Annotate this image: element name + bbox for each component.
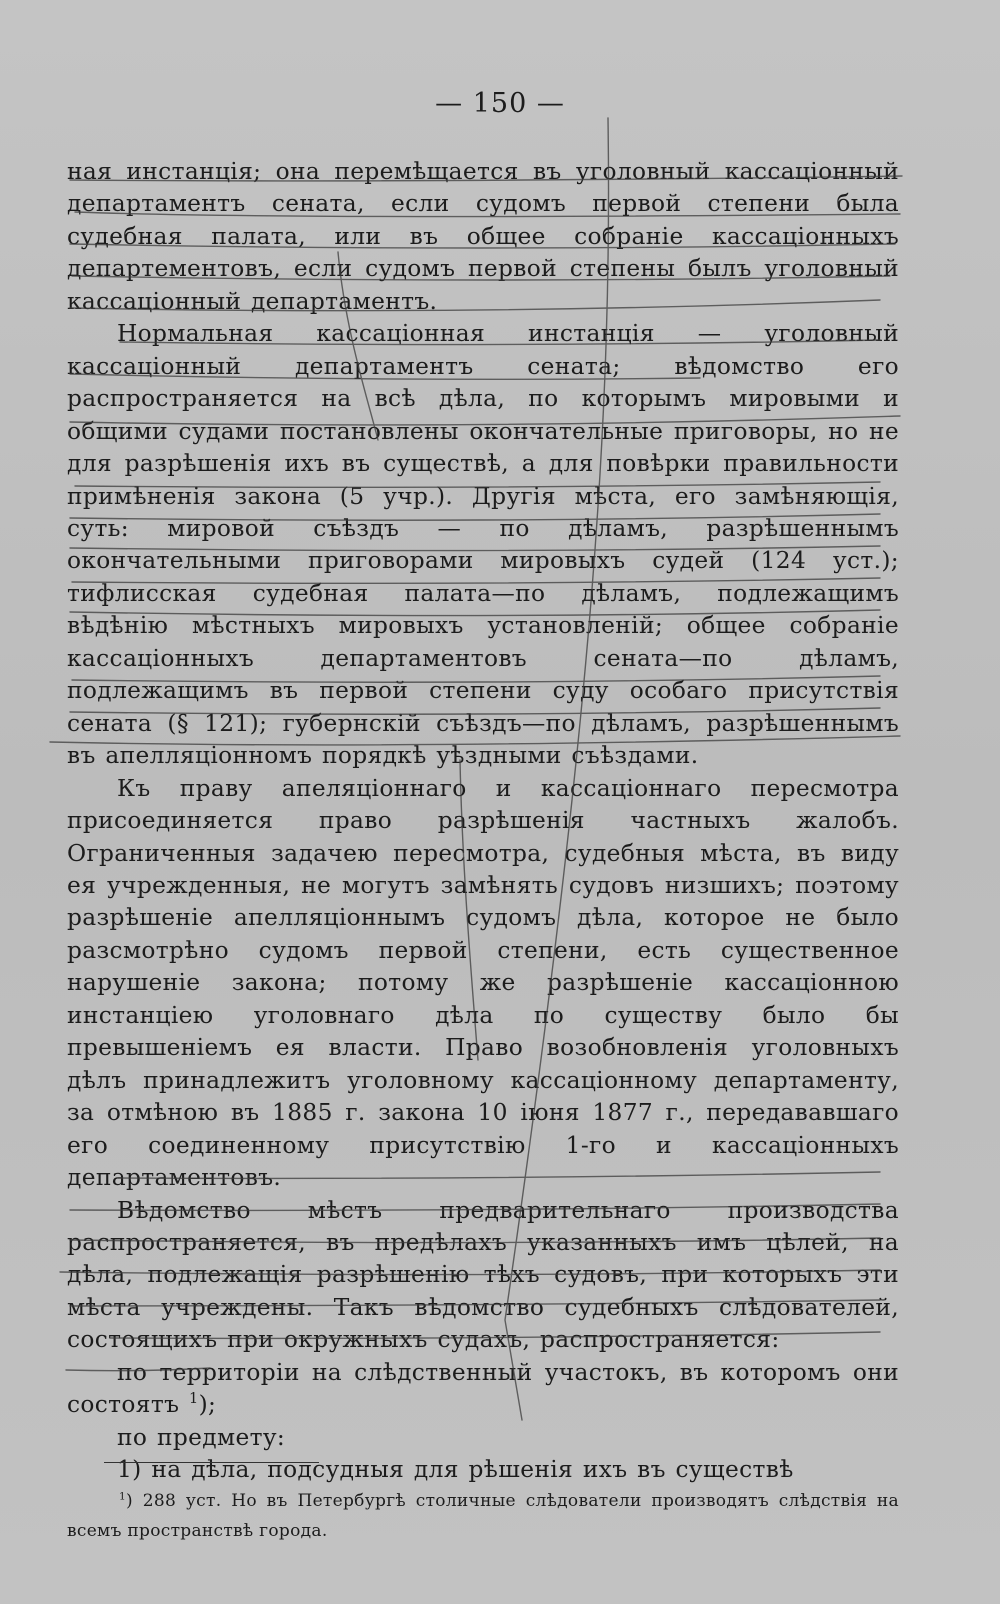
territory-clause xyxy=(67,1357,899,1422)
footnote-marker: 1 xyxy=(119,1490,127,1503)
body-text xyxy=(67,156,899,1487)
territory-clause-end: ); xyxy=(198,1391,217,1419)
page-number: — 150 — xyxy=(435,88,565,119)
subject-clause: по предмету: xyxy=(117,1423,286,1451)
paragraph-preliminary-proceedings: Вѣдомство мѣстъ предварительнаго производства распространяется, въ предѣлахъ указанныхъ имъ цѣлей, на дѣла, подлежащія разрѣшенію тѣхъ судовъ, при которыхъ эти мѣста учреждены. Такъ вѣдомство судебныхъ слѣдователей, состоящихъ при окружныхъ судахъ, распространяется: xyxy=(67,1196,899,1354)
paragraph-appeal-review: Къ праву апеляціоннаго и кассаціоннаго пересмотра присоединяется право разрѣшенія частныхъ жалобъ. Ограниченныя задачею пересмотра, судебныя мѣста, въ виду ея учрежденныя, не могутъ замѣнять судовъ низшихъ; поэтому разрѣшеніе апелляціоннымъ судомъ дѣла, которое не было разсмотрѣно судомъ первой степени, есть существенное нарушеніе закона; потому же разрѣшеніе кассаціонною инстанціею уголовнаго дѣла по существу было бы превышеніемъ ея власти. Право возобновленія уголовныхъ дѣлъ принадлежитъ уголовному кассаціонному департаменту, за отмѣною въ 1885 г. закона 10 іюня 1877 г., передававшаго его соединенному присутствію 1-го и кассаціонныхъ департаментовъ. xyxy=(67,774,899,1192)
footnote xyxy=(67,1486,899,1546)
territory-clause-text: по территоріи на слѣдственный участокъ, въ которомъ они состоятъ xyxy=(67,1358,899,1419)
footnote-divider xyxy=(104,1462,319,1463)
footnote-ref: 1 xyxy=(189,1391,199,1408)
paragraph-cassation-instance: Нормальная кассаціонная инстанція — уголовный кассаціонный департаментъ сената; вѣдомство его распространяется на всѣ дѣла, по которымъ мировыми и общими судами постановлены окончательные приговоры, но не для разрѣшенія ихъ въ существѣ, а для повѣрки правильности примѣненія закона (5 учр.). Другія мѣста, его замѣняющія, суть: мировой съѣздъ — по дѣламъ, разрѣшеннымъ окончательными приговорами мировыхъ судей (124 уст.); тифлисская судебная палата—по дѣламъ, подлежащимъ вѣдѣнію мѣстныхъ мировыхъ установленій; общее собраніе кассаціонныхъ департаментовъ сената—по дѣламъ, подлежащимъ въ первой степени суду особаго присутствія сената (§ 121); губернскій съѣздъ—по дѣламъ, разрѣшеннымъ въ апелляціонномъ порядкѣ уѣздными съѣздами. xyxy=(67,320,899,770)
paragraph-continuation: ная инстанція; она перемѣщается въ уголовный кассаціонный департаментъ сената, если судомъ первой степени была судебная палата, или въ общее собраніе кассаціонныхъ департементовъ, если судомъ первой степены былъ уголовный кассаціонный департаментъ. xyxy=(67,158,899,315)
list-item-1: 1) на дѣла, подсудныя для рѣшенія ихъ въ существѣ xyxy=(117,1456,794,1484)
footnote-text: ) 288 уст. Но въ Петербургѣ столичные слѣдователи производятъ слѣдствія на всемъ пространствѣ города. xyxy=(67,1491,899,1541)
